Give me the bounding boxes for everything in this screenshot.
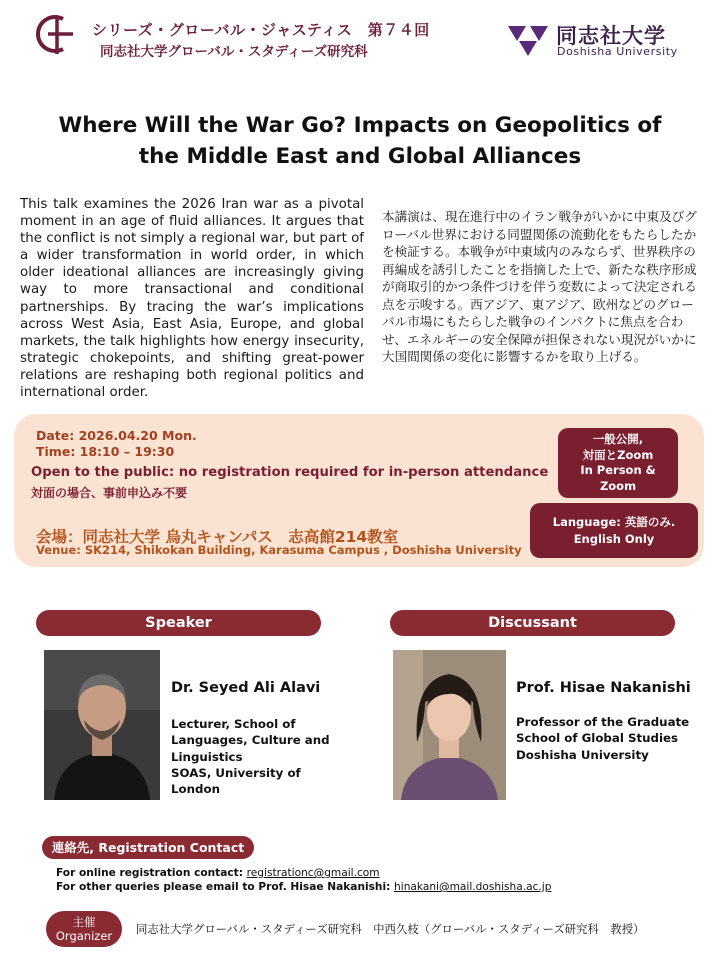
university-name-en: Doshisha University [557, 45, 678, 58]
abstract-english: This talk examines the 2026 Iran war as a pivotal moment in an age of fluid alliances. It argues that the conflict is not simply a regional war, but part of a wider transformation in world order, in which older ideational alliances are increasingly giving way to more transactional and conditional partnerships. By tracing the war’s implications across West Asia, East Asia, Europe, and global markets, the talk highlights how energy insecurity, strategic chokepoints, and shifting great-power relations are reshaping both regional politics and international order. [20, 197, 364, 401]
speaker-photo [44, 650, 160, 800]
online-registration-line [56, 867, 380, 879]
discussant-photo [393, 650, 506, 800]
affiliation-line: School of Global Studies [516, 731, 679, 746]
series-subtitle: 同志社大学グローバル・スタディーズ研究科 [100, 44, 368, 60]
contact-text: For other queries please email to Prof. Hisae Nakanishi: [56, 881, 395, 893]
event-title-line1: Where Will the War Go? Impacts on Geopolitics of [58, 113, 662, 138]
mode-line: In Person & [580, 463, 656, 477]
cross-circle-logo-icon [33, 12, 77, 56]
affiliation-line: Lecturer, School of [171, 717, 296, 731]
series-title: シリーズ・グローバル・ジャスティス 第７４回 [92, 21, 430, 39]
organizer-badge [46, 911, 122, 947]
venue-jp: 会場：同志社大学 烏丸キャンパス 志高館214教室 [36, 528, 399, 546]
queries-email-link[interactable]: hinakani@mail.doshisha.ac.jp [394, 881, 552, 893]
event-title-line2: the Middle East and Global Alliances [138, 144, 582, 169]
affiliation-line: Doshisha University [516, 747, 649, 762]
event-time: Time: 18:10 – 19:30 [36, 444, 175, 459]
mode-line: 対面とZoom [582, 447, 654, 462]
organizer-text: 同志社大学グローバル・スタディーズ研究科 中西久枝（グローバル・スタディーズ研究科 教授） [136, 922, 645, 936]
affiliation-line: Linguistics [171, 749, 243, 764]
contact-heading: 連絡先, Registration Contact [42, 836, 254, 859]
triple-triangle-logo-icon [508, 24, 548, 58]
open-to-public-jp: 対面の場合、事前申込み不要 [31, 486, 188, 500]
attendance-mode-badge [558, 428, 678, 498]
affiliation-line: Professor of the Graduate [516, 715, 690, 729]
language-badge [530, 503, 698, 558]
university-name-jp: 同志社大学 [556, 24, 666, 48]
language-line: Language: 英語のみ. [552, 514, 676, 529]
speaker-heading: Speaker [36, 610, 321, 636]
language-line: English Only [573, 531, 655, 546]
other-queries-line [56, 881, 551, 893]
affiliation-line: London [171, 782, 220, 797]
mode-line: Zoom [599, 478, 637, 493]
affiliation-line: Languages, Culture and [171, 733, 330, 748]
affiliation-line: SOAS, University of [171, 765, 301, 780]
speaker-affiliation [171, 716, 356, 797]
organizer-label-en: Organizer [55, 929, 113, 943]
abstract-japanese: 本講演は、現在進行中のイラン戦争がいかに中東及びグローバル世界における同盟関係の流動化をもたらしたかを検証する。本戦争が中東域内のみならず、世界秩序の再編成を誘引したことを指摘した上で、新たな秩序形成が商取引的かつ条件づけを伴う変数によって決定される点を示唆する。西アジア、東アジア、欧州などのグローバル市場にもたらした戦争のインパクトに焦点を合わせ、エネルギーの安全保障が担保されない現況がいかに大国間関係の変化に影響するかを取り上げる。 [382, 209, 697, 364]
contact-text: For online registration contact: [56, 867, 247, 879]
open-to-public-en: Open to the public: no registration required for in-person attendance [31, 465, 549, 480]
organizer-label-jp: 主催 [72, 914, 96, 929]
discussant-heading: Discussant [390, 610, 675, 636]
venue-en: Venue: SK214, Shikokan Building, Karasuma Campus , Doshisha University [36, 543, 522, 557]
mode-line: 一般公開, [592, 432, 644, 446]
event-date: Date: 2026.04.20 Mon. [36, 428, 197, 443]
discussant-name: Prof. Hisae Nakanishi [516, 680, 691, 696]
speaker-name: Dr. Seyed Ali Alavi [171, 680, 321, 696]
registration-email-link[interactable]: registrationc@gmail.com [246, 867, 380, 879]
discussant-affiliation [516, 714, 716, 763]
